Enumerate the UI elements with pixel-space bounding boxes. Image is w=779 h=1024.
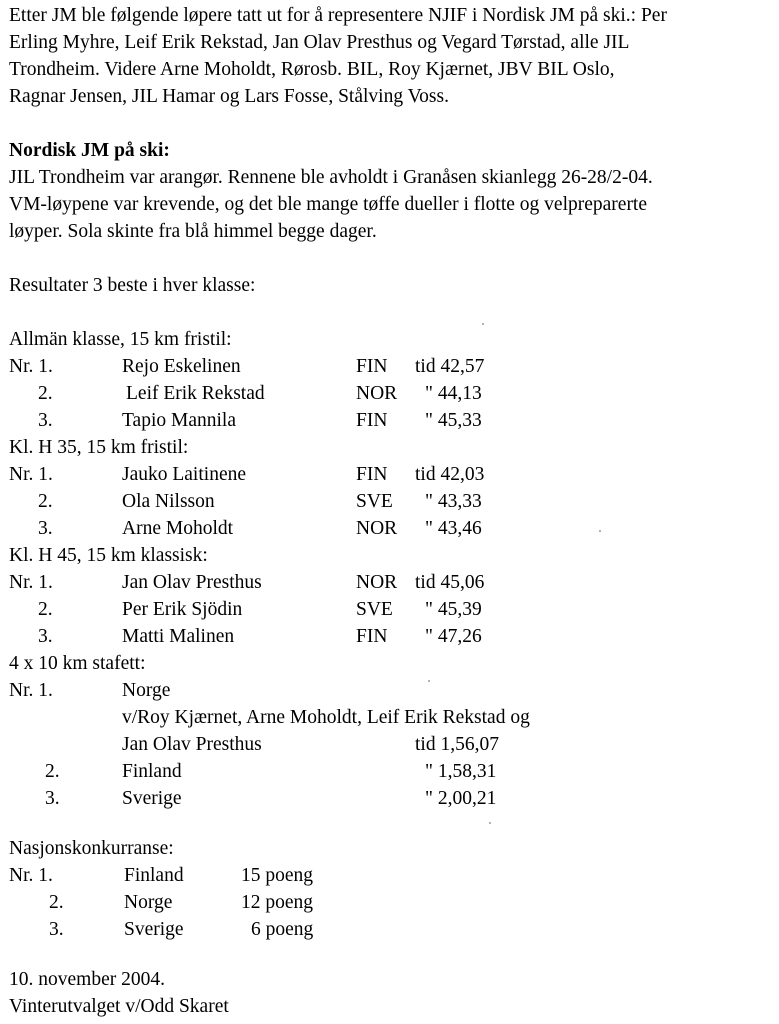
result-place: 2.: [38, 383, 53, 404]
result-place: Nr. 1.: [9, 572, 53, 593]
nations-team: Sverige: [124, 919, 184, 940]
result-place: 2.: [38, 599, 53, 620]
scan-speck: [428, 680, 430, 682]
relay-members: Jan Olav Presthus: [122, 734, 262, 755]
signature: Vinterutvalget v/Odd Skaret: [9, 996, 229, 1017]
nations-place: 3.: [49, 919, 64, 940]
event-line: VM-løypene var krevende, og det ble mange tøffe dueller i flotte og velpreparerte: [9, 194, 648, 215]
nations-team: Norge: [124, 892, 173, 913]
result-time: " 45,33: [425, 410, 482, 431]
result-country: FIN: [356, 626, 388, 647]
nations-points: 12 poeng: [241, 892, 314, 913]
result-row: [0, 623, 779, 650]
result-row: [0, 353, 779, 380]
relay-team: Finland: [122, 761, 182, 782]
class-title: Kl. H 45, 15 km klassisk:: [9, 545, 208, 566]
result-name: Tapio Mannila: [122, 410, 236, 431]
relay-title: 4 x 10 km stafett:: [9, 653, 146, 674]
result-name: Per Erik Sjödin: [122, 599, 243, 620]
scan-speck: [482, 323, 484, 325]
result-country: NOR: [356, 572, 398, 593]
class-title: Allmän klasse, 15 km fristil:: [9, 329, 232, 350]
result-name: Ola Nilsson: [122, 491, 215, 512]
result-name: Arne Moholdt: [122, 518, 234, 539]
relay-team: Sverige: [122, 788, 182, 809]
result-row: [0, 569, 779, 596]
result-time: tid 42,03: [415, 464, 485, 485]
event-paragraph: [9, 164, 779, 245]
result-time: " 43,46: [425, 518, 482, 539]
result-country: SVE: [356, 491, 393, 512]
relay-row: [0, 785, 779, 812]
result-place: Nr. 1.: [9, 464, 53, 485]
relay-team: Norge: [122, 680, 171, 701]
result-place: 3.: [38, 626, 53, 647]
intro-line: Ragnar Jensen, JIL Hamar og Lars Fosse, Stålving Voss.: [9, 86, 449, 107]
intro-line: Etter JM ble følgende løpere tatt ut for å representere NJIF i Nordisk JM på ski.: Per: [9, 5, 667, 26]
nations-place: 2.: [49, 892, 64, 913]
result-time: " 47,26: [425, 626, 482, 647]
result-place: 3.: [38, 518, 53, 539]
nations-place: Nr. 1.: [9, 865, 53, 886]
nations-row: [0, 889, 779, 916]
nations-team: Finland: [124, 865, 184, 886]
result-name: Leif Erik Rekstad: [126, 383, 265, 404]
nations-row: [0, 862, 779, 889]
event-line: løyper. Sola skinte fra blå himmel begge dager.: [9, 221, 377, 242]
nations-points: 15 poeng: [241, 865, 314, 886]
result-name: Matti Malinen: [122, 626, 235, 647]
result-name: Jauko Laitinenе: [122, 464, 246, 485]
result-row: [0, 407, 779, 434]
result-row: [0, 380, 779, 407]
result-country: NOR: [356, 383, 398, 404]
nations-row: [0, 916, 779, 943]
result-row: [0, 596, 779, 623]
relay-time: " 2,00,21: [425, 788, 497, 809]
result-row: [0, 461, 779, 488]
intro-paragraph: [9, 2, 779, 110]
nations-title: Nasjonskonkurranse:: [9, 838, 174, 859]
result-row: [0, 515, 779, 542]
scan-speck: [599, 530, 601, 532]
relay-members-row: [0, 731, 779, 758]
relay-members-row: [0, 704, 779, 731]
result-time: " 45,39: [425, 599, 482, 620]
result-country: FIN: [356, 464, 388, 485]
result-place: 3.: [38, 410, 53, 431]
document-date: 10. november 2004.: [9, 969, 165, 990]
event-heading: Nordisk JM på ski:: [9, 140, 170, 161]
relay-time: " 1,58,31: [425, 761, 497, 782]
relay-place: 3.: [45, 788, 60, 809]
scan-speck: [489, 822, 491, 824]
intro-line: Erling Myhre, Leif Erik Rekstad, Jan Olav Presthus og Vegard Tørstad, alle JIL: [9, 32, 630, 53]
result-time: tid 45,06: [415, 572, 485, 593]
class-title: Kl. H 35, 15 km fristil:: [9, 437, 189, 458]
result-time: " 44,13: [425, 383, 482, 404]
event-line: JIL Trondheim var arangør. Rennene ble avholdt i Granåsen skianlegg 26-28/2-04.: [9, 167, 653, 188]
intro-line: Trondheim. Videre Arne Moholdt, Rørosb. BIL, Roy Kjærnet, JBV BIL Oslo,: [9, 59, 615, 80]
result-country: NOR: [356, 518, 398, 539]
result-time: tid 42,57: [415, 356, 485, 377]
results-intro: Resultater 3 beste i hver klasse:: [9, 275, 256, 296]
result-country: FIN: [356, 410, 388, 431]
result-place: 2.: [38, 491, 53, 512]
relay-time: tid 1,56,07: [415, 734, 499, 755]
result-place: Nr. 1.: [9, 356, 53, 377]
relay-place: 2.: [45, 761, 60, 782]
result-country: FIN: [356, 356, 388, 377]
result-country: SVE: [356, 599, 393, 620]
result-name: Jan Olav Presthus: [122, 572, 262, 593]
result-row: [0, 488, 779, 515]
relay-row: [0, 677, 779, 704]
result-time: " 43,33: [425, 491, 482, 512]
relay-row: [0, 758, 779, 785]
nations-points: 6 poeng: [251, 919, 314, 940]
relay-place: Nr. 1.: [9, 680, 53, 701]
result-name: Rejo Eskelinen: [122, 356, 241, 377]
relay-members: v/Roy Kjærnet, Arne Moholdt, Leif Erik Rekstad og: [122, 707, 530, 728]
